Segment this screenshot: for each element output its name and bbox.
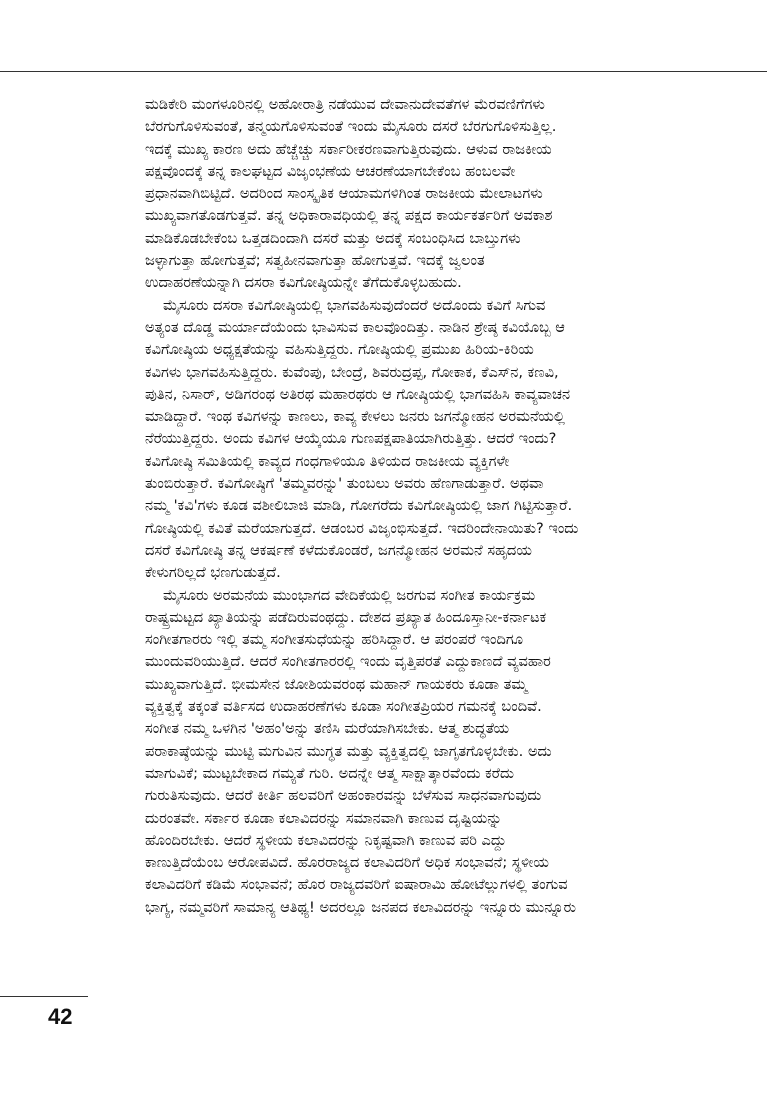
text-line: ಕಲಾವಿದರಿಗೆ ಕಡಿಮೆ ಸಂಭಾವನೆ; ಹೊರ ರಾಜ್ಯದವರಿಗೆ ಐಷಾರಾಮಿ ಹೋಟೆಲ್ಲುಗಳಲ್ಲಿ ತಂಗುವ <box>145 876 568 894</box>
paragraph <box>145 585 697 919</box>
text-line: ಗುರುತಿಸುವುದು. ಆದರೆ ಕೀರ್ತಿ ಹಲವರಿಗೆ ಅಹಂಕಾರವನ್ನು ಬೆಳೆಸುವ ಸಾಧನವಾಗುವುದು <box>145 787 542 805</box>
footer-rule <box>0 996 88 997</box>
text-line: ಉದಾಹರಣೆಯನ್ನಾಗಿ ದಸರಾ ಕವಿಗೋಷ್ಠಿಯನ್ನೇ ತೆಗೆದುಕೊಳ್ಳಬಹುದು. <box>145 274 462 292</box>
text-line: ಮೈಸೂರು ಅರಮನೆಯ ಮುಂಭಾಗದ ವೇದಿಕೆಯಲ್ಲಿ ಜರಗುವ ಸಂಗೀತ ಕಾರ್ಯಕ್ರಮ <box>163 586 536 604</box>
text-line: ಪರಾಕಾಷ್ಠೆಯನ್ನು ಮುಟ್ಟಿ ಮಗುವಿನ ಮುಗ್ಧತ ಮತ್ತು ವ್ಯಕ್ತಿತ್ವದಲ್ಲಿ ಜಾಗೃತಗೊಳ್ಳಬೇಕು. ಅದು <box>145 742 552 760</box>
text-line: ದಸರೆ ಕವಿಗೋಷ್ಠಿ ತನ್ನ ಆಕರ್ಷಣೆ ಕಳೆದುಕೊಂಡರೆ, ಜಗನ್ಮೋಹನ ಅರಮನೆ ಸಹೃದಯ <box>145 541 532 559</box>
text-line: ಪುತಿನ, ನಿಸಾರ್, ಅಡಿಗರಂಥ ಅತಿರಥ ಮಹಾರಥರು ಆ ಗೋಷ್ಠಿಯಲ್ಲಿ ಭಾಗವಹಿಸಿ ಕಾವ್ಯವಾಚನ <box>145 385 571 403</box>
text-line: ಮಾಗುವಿಕೆ; ಮುಟ್ಟಬೇಕಾದ ಗಮ್ಯತೆ ಗುರಿ. ಅದನ್ನೇ ಆತ್ಮ ಸಾಕ್ಷಾತ್ಕಾರವೆಂದು ಕರೆದು <box>145 764 515 782</box>
text-line: ವ್ಯಕ್ತಿತ್ವಕ್ಕೆ ತಕ್ಕಂತೆ ವರ್ತಿಸದ ಉದಾಹರಣೆಗಳು ಕೂಡಾ ಸಂಗೀತಪ್ರಿಯರ ಗಮನಕ್ಕೆ ಬಂದಿವೆ. <box>145 698 542 716</box>
text-line: ತುಂಬಿರುತ್ತಾರೆ. ಕವಿಗೋಷ್ಠಿಗೆ 'ತಮ್ಮವರನ್ನು' ತುಂಬಲು ಅವರು ಹೆಣಗಾಡುತ್ತಾರೆ. ಅಥವಾ <box>145 475 544 493</box>
text-line: ಮುಖ್ಯವಾಗತೊಡಗುತ್ತವೆ. ತನ್ನ ಅಧಿಕಾರಾವಧಿಯಲ್ಲಿ ತನ್ನ ಪಕ್ಷದ ಕಾರ್ಯಕರ್ತರಿಗೆ ಅವಕಾಶ <box>145 207 553 225</box>
text-line: ಪ್ರಧಾನವಾಗಿಬಿಟ್ಟಿದೆ. ಅದರಿಂದ ಸಾಂಸ್ಕೃತಿಕ ಆಯಾಮಗಳಿಗಿಂತ ರಾಜಕೀಯ ಮೇಲಾಟಗಳು <box>145 185 543 203</box>
text-line: ಕವಿಗೋಷ್ಠಿಯ ಅಧ್ಯಕ್ಷತೆಯನ್ನು ವಹಿಸುತ್ತಿದ್ದರು. ಗೋಷ್ಠಿಯಲ್ಲಿ ಪ್ರಮುಖ ಹಿರಿಯ-ಕಿರಿಯ <box>145 341 534 359</box>
text-line: ಮುಂದುವರಿಯುತ್ತಿದೆ. ಆದರೆ ಸಂಗೀತಗಾರರಲ್ಲಿ ಇಂದು ವೃತ್ತಿಪರತೆ ಎದ್ದುಕಾಣದೆ ವ್ಯವಹಾರ <box>145 653 551 671</box>
text-line: ಗೋಷ್ಠಿಯಲ್ಲಿ ಕವಿತೆ ಮರೆಯಾಗುತ್ತದೆ. ಆಡಂಬರ ವಿಜೃಂಭಿಸುತ್ತದೆ. ಇದರಿಂದೇನಾಯಿತು? ಇಂದು <box>145 519 579 537</box>
article-body <box>145 94 697 919</box>
text-line: ಸಂಗೀತಗಾರರು ಇಲ್ಲಿ ತಮ್ಮ ಸಂಗೀತಸುಧೆಯನ್ನು ಹರಿಸಿದ್ದಾರೆ. ಆ ಪರಂಪರೆ ಇಂದಿಗೂ <box>145 631 524 649</box>
text-line: ಮೈಸೂರು ದಸರಾ ಕವಿಗೋಷ್ಠಿಯಲ್ಲಿ ಭಾಗವಹಿಸುವುದೆಂದರೆ ಅದೊಂದು ಕವಿಗೆ ಸಿಗುವ <box>163 296 546 314</box>
text-line: ಇದಕ್ಕೆ ಮುಖ್ಯ ಕಾರಣ ಅದು ಹೆಚ್ಚೆಚ್ಚು ಸರ್ಕಾರೀಕರಣವಾಗುತ್ತಿರುವುದು. ಆಳುವ ರಾಜಕೀಯ <box>145 140 552 158</box>
text-line: ಜಳ್ಳಾಗುತ್ತಾ ಹೋಗುತ್ತವೆ; ಸತ್ವಹೀನವಾಗುತ್ತಾ ಹೋಗುತ್ತವೆ. ಇದಕ್ಕೆ ಜ್ವಲಂತ <box>145 252 485 270</box>
text-line: ಮಡಿಕೇರಿ ಮಂಗಳೂರಿನಲ್ಲಿ ಅಹೋರಾತ್ರಿ ನಡೆಯುವ ದೇವಾನುದೇವತೆಗಳ ಮೆರವಣಿಗೆಗಳು <box>145 96 545 113</box>
text-line: ಬೆರಗುಗೊಳಿಸುವಂತೆ, ತನ್ಮಯಗೊಳಿಸುವಂತೆ ಇಂದು ಮೈಸೂರು ದಸರೆ ಬೆರಗುಗೊಳಿಸುತ್ತಿಲ್ಲ. <box>145 118 557 136</box>
text-line: ಅತ್ಯಂತ ದೊಡ್ಡ ಮರ್ಯಾದೆಯೆಂದು ಭಾವಿಸುವ ಕಾಲವೊಂದಿತ್ತು. ನಾಡಿನ ಶ್ರೇಷ್ಠ ಕವಿಯೊಬ್ಬ ಆ <box>145 318 565 336</box>
text-line: ಕೇಳುಗರಿಲ್ಲದೆ ಭಣಗುಡುತ್ತದೆ. <box>145 564 281 582</box>
page-number: 42 <box>48 1004 73 1029</box>
text-line: ಕಾಣುತ್ತಿದೆಯೆಂಬ ಆರೋಪವಿದೆ. ಹೊರರಾಜ್ಯದ ಕಲಾವಿದರಿಗೆ ಅಧಿಕ ಸಂಭಾವನೆ; ಸ್ಥಳೀಯ <box>145 854 549 872</box>
text-line: ಕವಿಗೋಷ್ಠಿ ಸಮಿತಿಯಲ್ಲಿ ಕಾವ್ಯದ ಗಂಧಗಾಳಿಯೂ ತಿಳಿಯದ ರಾಜಕೀಯ ವ್ಯಕ್ತಿಗಳೇ <box>145 452 510 470</box>
text-line: ಮಾಡಿದ್ದಾರೆ. ಇಂಥ ಕವಿಗಳನ್ನು ಕಾಣಲು, ಕಾವ್ಯ ಕೇಳಲು ಜನರು ಜಗನ್ಮೋಹನ ಅರಮನೆಯಲ್ಲಿ <box>145 408 565 426</box>
text-line: ದುರಂತವೇ. ಸರ್ಕಾರ ಕೂಡಾ ಕಲಾವಿದರನ್ನು ಸಮಾನವಾಗಿ ಕಾಣುವ ದೃಷ್ಟಿಯನ್ನು <box>145 809 503 827</box>
text-line: ಮಾಡಿಕೊಡಬೇಕೆಂಬ ಒತ್ತಡದಿಂದಾಗಿ ದಸರೆ ಮತ್ತು ಅದಕ್ಕೆ ಸಂಬಂಧಿಸಿದ ಬಾಬ್ತುಗಳು <box>145 229 521 247</box>
text-line: ಮುಖ್ಯವಾಗುತ್ತಿದೆ. ಭೀಮಸೇನ ಜೋಶಿಯವರಂಥ ಮಹಾನ್ ಗಾಯಕರು ಕೂಡಾ ತಮ್ಮ <box>145 675 528 693</box>
text-line: ಕವಿಗಳು ಭಾಗವಹಿಸುತ್ತಿದ್ದರು. ಕುವೆಂಪು, ಬೇಂದ್ರೆ, ಶಿವರುದ್ರಪ್ಪ, ಗೋಕಾಕ, ಕೆಎಸ್‌ನ, ಕಣವಿ, <box>145 363 559 381</box>
text-line: ಹೊಂದಿರಬೇಕು. ಆದರೆ ಸ್ಥಳೀಯ ಕಲಾವಿದರನ್ನು ನಿಕೃಷ್ಟವಾಗಿ ಕಾಣುವ ಪರಿ ಎದ್ದು <box>145 831 507 849</box>
paragraph <box>145 94 697 295</box>
text-line: ಪಕ್ಷವೊಂದಕ್ಕೆ ತನ್ನ ಕಾಲಘಟ್ಟದ ವಿಜೃಂಭಣೆಯ ಆಚರಣೆಯಾಗಬೇಕೆಂಬ ಹಂಬಲವೇ <box>145 162 516 180</box>
text-line: ಭಾಗ್ಯ, ನಮ್ಮವರಿಗೆ ಸಾಮಾನ್ಯ ಆತಿಥ್ಯ! ಅದರಲ್ಲೂ ಜನಪದ ಕಲಾವಿದರನ್ನು ಇನ್ನೂರು ಮುನ್ನೂರು <box>145 898 576 916</box>
text-line: ನಮ್ಮ 'ಕವಿ'ಗಳು ಕೂಡ ವಶೀಲಿಬಾಜಿ ಮಾಡಿ, ಗೋಗರೆದು ಕವಿಗೋಷ್ಠಿಯಲ್ಲಿ ಜಾಗ ಗಿಟ್ಟಿಸುತ್ತಾರೆ. <box>145 497 573 515</box>
text-line: ನೆರೆಯುತ್ತಿದ್ದರು. ಅಂದು ಕವಿಗಳ ಆಯ್ಕೆಯೂ ಗುಣಪಕ್ಷಪಾತಿಯಾಗಿರುತ್ತಿತ್ತು. ಆದರೆ ಇಂದು? <box>145 430 557 448</box>
text-line: ರಾಷ್ಟ್ರಮಟ್ಟದ ಖ್ಯಾತಿಯನ್ನು ಪಡೆದಿರುವಂಥದ್ದು. ದೇಶದ ಪ್ರಖ್ಯಾತ ಹಿಂದೂಸ್ತಾನೀ-ಕರ್ನಾಟಕ <box>145 608 547 626</box>
text-line: ಸಂಗೀತ ನಮ್ಮ ಒಳಗಿನ 'ಅಹಂ'ಅನ್ನು ತಣಿಸಿ ಮರೆಯಾಗಿಸಬೇಕು. ಆತ್ಮ ಶುದ್ಧತೆಯ <box>145 720 510 738</box>
paragraph <box>145 295 697 585</box>
header-rule <box>0 71 767 72</box>
